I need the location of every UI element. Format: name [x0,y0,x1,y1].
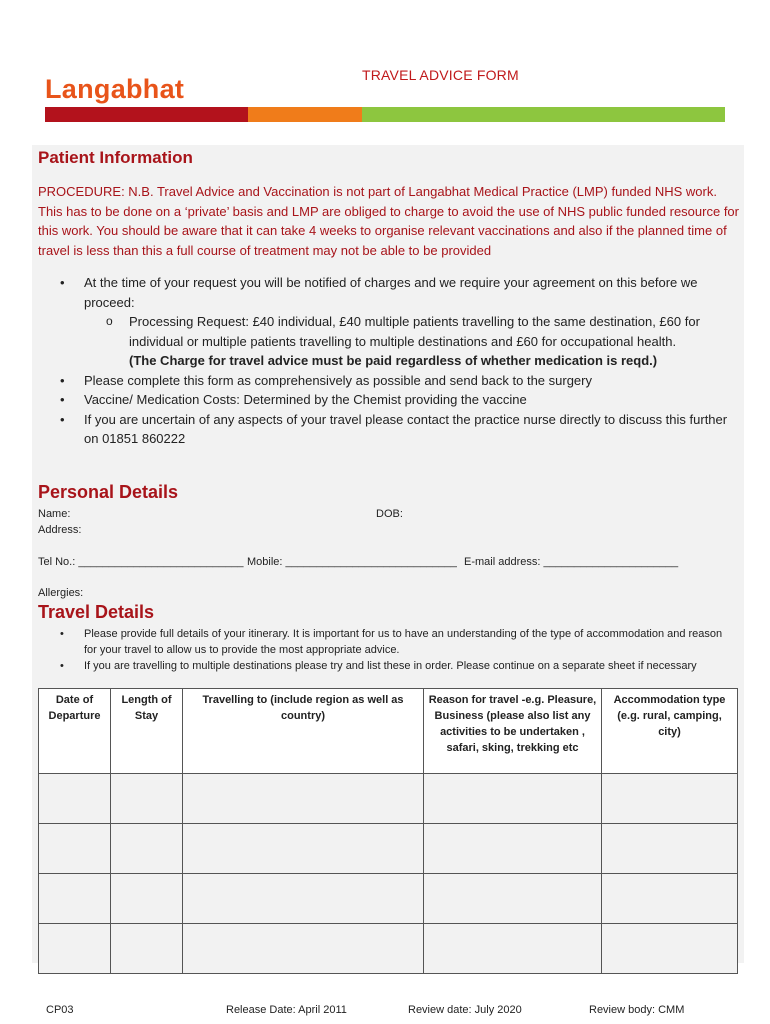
sub-bullet-processing: o Processing Request: £40 individual, £40 multiple patients travelling to the same destination, £60 for individual or multiple patients travelling to multiple destinations and £60 for occupational health. [38,312,738,351]
col-travelling-to: Travelling to (include region as well as country) [183,689,424,774]
table-row [39,824,738,874]
table-cell[interactable] [39,874,111,924]
table-row [39,924,738,974]
bullet-contact-nurse: • If you are uncertain of any aspects of your travel please contact the practice nurse directly to discuss this further on 01851 860222 [38,410,738,449]
col-date-of-departure: Date of Departure [39,689,111,774]
travel-bullets [38,626,738,674]
header-bar-red [45,107,248,122]
tel-field[interactable]: Tel No.: ___________________________ [38,556,244,568]
mobile-field[interactable]: Mobile: ____________________________ [247,556,457,568]
table-cell[interactable] [602,824,738,874]
patient-info-bullets [38,273,738,449]
table-row [39,774,738,824]
bullet-complete-form: • Please complete this form as comprehensively as possible and send back to the surgery [38,371,738,391]
travel-itinerary-table [38,688,738,974]
table-cell[interactable] [424,824,602,874]
bullet-itinerary: • Please provide full details of your itinerary. It is important for us to have an understanding of the type of accommodation and reason for your travel to allow us to provide the most appropriate advice. [38,626,738,658]
email-field[interactable]: E-mail address: ______________________ [464,556,679,568]
table-cell[interactable] [183,924,424,974]
table-row [39,874,738,924]
table-cell[interactable] [39,924,111,974]
col-reason-for-travel: Reason for travel -e.g. Pleasure, Business (please also list any activities to be undertaken , safari, sking, trekking etc [424,689,602,774]
personal-details-heading: Personal Details [38,482,179,502]
dob-label: DOB: [376,508,403,520]
footer-review-body: Review body: CMM [589,1004,685,1016]
footer-release-date: Release Date: April 2011 [226,1004,347,1016]
footer-code: CP03 [46,1004,74,1016]
table-cell[interactable] [602,924,738,974]
table-cell[interactable] [111,874,183,924]
patient-info-heading: Patient Information [38,148,193,167]
form-title: TRAVEL ADVICE FORM [362,67,519,83]
header-bar-green [362,107,725,122]
bullet-multiple-destinations: • If you are travelling to multiple destinations please try and list these in order. Please continue on a separate sheet if necessary [38,658,738,674]
charge-note: (The Charge for travel advice must be paid regardless of whether medication is reqd.) [129,353,658,368]
address-label: Address: [38,524,82,536]
table-cell[interactable] [602,874,738,924]
table-cell[interactable] [111,824,183,874]
header-bar-orange [248,107,362,122]
col-accommodation-type: Accommodation type (e.g. rural, camping, city) [602,689,738,774]
table-cell[interactable] [183,824,424,874]
procedure-text: PROCEDURE: N.B. Travel Advice and Vaccination is not part of Langabhat Medical Practice (LMP) funded NHS work. This has to be done on a ‘private’ basis and LMP are obliged to charge to avoid the use of NHS public funded resource for this work. You should be aware that it can take 4 weeks to organise relevant vaccinations and also if the planned time of travel is less than this a full course of treatment may not be able to be provided [38,184,739,258]
table-header-row [39,689,738,774]
table-cell[interactable] [111,924,183,974]
table-cell[interactable] [424,774,602,824]
allergies-label: Allergies: [38,587,84,599]
brand-logo-text: Langabhat [45,74,185,104]
table-cell[interactable] [183,874,424,924]
table-cell[interactable] [39,774,111,824]
bullet-charges: • At the time of your request you will be notified of charges and we require your agreement on this before we proceed: [38,273,738,312]
table-cell[interactable] [39,824,111,874]
table-cell[interactable] [183,774,424,824]
table-cell[interactable] [424,874,602,924]
bullet-vaccine-costs: • Vaccine/ Medication Costs: Determined by the Chemist providing the vaccine [38,390,738,410]
travel-details-heading: Travel Details [38,602,155,622]
footer-review-date: Review date: July 2020 [408,1004,522,1016]
name-label: Name: [38,508,71,520]
table-cell[interactable] [111,774,183,824]
table-cell[interactable] [602,774,738,824]
col-length-of-stay: Length of Stay [111,689,183,774]
table-cell[interactable] [424,924,602,974]
